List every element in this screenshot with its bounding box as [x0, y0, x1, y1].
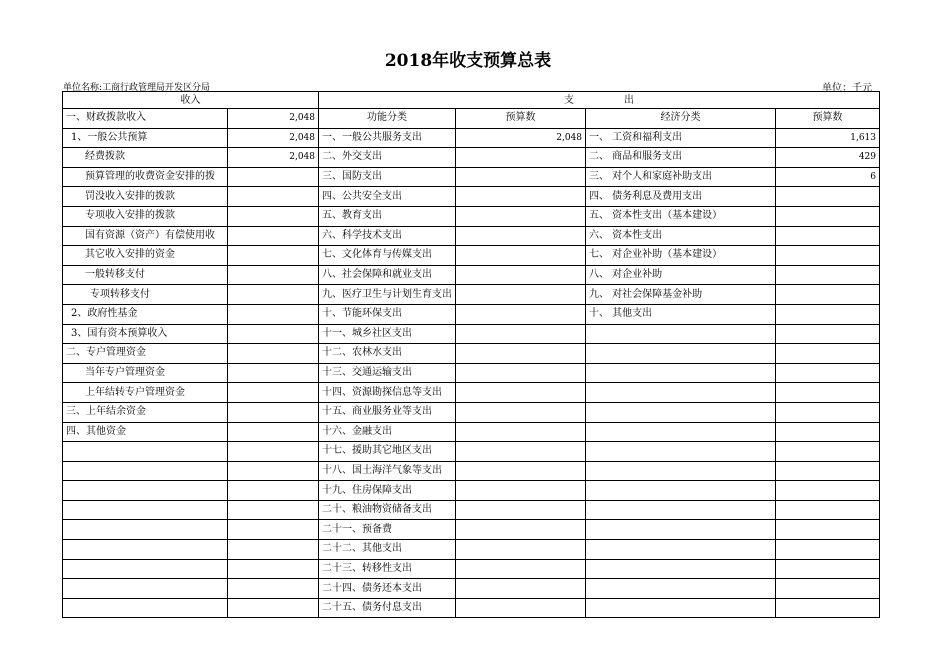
table-row: [63, 206, 880, 226]
table-row: [63, 344, 880, 364]
income-item: 国有资源（资产）有偿使用收: [63, 226, 228, 246]
table-row: [63, 598, 880, 618]
income-amount: [228, 461, 319, 481]
econ-amount: [776, 442, 880, 462]
income-item: 一、财政拨款收入: [63, 109, 228, 129]
income-item: 3、国有资本预算收入: [63, 324, 228, 344]
econ-amount: [776, 304, 880, 324]
function-item: 十、节能环保支出: [319, 304, 456, 324]
table-row: [63, 540, 880, 560]
econ-amount: [776, 206, 880, 226]
income-amount: [228, 187, 319, 207]
econ-amount: [776, 226, 880, 246]
econ-item: [586, 520, 776, 540]
income-amount: [228, 226, 319, 246]
income-amount: [228, 559, 319, 579]
function-item: 二十五、债务付息支出: [319, 598, 456, 618]
function-amount: [456, 540, 586, 560]
function-item: 一、一般公共服务支出: [319, 128, 456, 148]
income-amount: [228, 265, 319, 285]
econ-item: [586, 344, 776, 364]
econ-amount: [776, 187, 880, 207]
econ-item: 七、 对企业补助（基本建设）: [586, 246, 776, 266]
income-item: 专项转移支付: [63, 285, 228, 305]
function-amount: [456, 481, 586, 501]
unit-label: 单位：千元: [822, 83, 872, 94]
budget-table: [62, 91, 880, 618]
income-amount: [228, 206, 319, 226]
econ-item: 三、 对个人和家庭补助支出: [586, 167, 776, 187]
function-item: 九、医疗卫生与计划生育支出: [319, 285, 456, 305]
income-amount: 2,048: [228, 148, 319, 168]
income-amount: [228, 481, 319, 501]
income-item: [63, 598, 228, 618]
income-amount: [228, 598, 319, 618]
table-row: [63, 246, 880, 266]
income-item: [63, 559, 228, 579]
income-item: [63, 481, 228, 501]
table-row: [63, 128, 880, 148]
function-item: 二十三、转移性支出: [319, 559, 456, 579]
header-row-1: [63, 92, 880, 109]
function-item: 十七、援助其它地区支出: [319, 442, 456, 462]
econ-amount: [776, 402, 880, 422]
econ-item: 十、 其他支出: [586, 304, 776, 324]
econ-item: [586, 540, 776, 560]
income-amount: [228, 246, 319, 266]
econ-item: 六、 资本性支出: [586, 226, 776, 246]
income-amount: [228, 167, 319, 187]
table-row: [63, 422, 880, 442]
econ-amount: [776, 598, 880, 618]
function-amount: [456, 187, 586, 207]
econ-item: [586, 559, 776, 579]
income-amount: [228, 304, 319, 324]
income-item: [63, 442, 228, 462]
econ-item: 五、 资本性支出（基本建设）: [586, 206, 776, 226]
econ-amount: [776, 285, 880, 305]
table-row: [63, 304, 880, 324]
income-amount: [228, 285, 319, 305]
econ-item: [586, 422, 776, 442]
table-row: [63, 226, 880, 246]
function-item: 十二、农林水支出: [319, 344, 456, 364]
function-item: 十九、住房保障支出: [319, 481, 456, 501]
econ-amount: [776, 500, 880, 520]
income-item: 其它收入安排的资金: [63, 246, 228, 266]
table-row: [63, 579, 880, 599]
income-amount: 2,048: [228, 109, 319, 129]
budget-header: 预算数: [456, 109, 586, 129]
table-row: [63, 402, 880, 422]
function-amount: [456, 226, 586, 246]
income-item: 罚没收入安排的拨款: [63, 187, 228, 207]
econ-class-header: 经济分类: [586, 109, 776, 129]
function-amount: [456, 422, 586, 442]
table-row: [63, 500, 880, 520]
function-amount: [456, 206, 586, 226]
expense-header: 支 出: [319, 92, 880, 109]
income-item: [63, 461, 228, 481]
table-row: [63, 363, 880, 383]
function-item: 二十四、债务还本支出: [319, 579, 456, 599]
function-item: 十八、国土海洋气象等支出: [319, 461, 456, 481]
function-item: 六、科学技术支出: [319, 226, 456, 246]
econ-item: 一、 工资和福利支出: [586, 128, 776, 148]
econ-item: [586, 442, 776, 462]
table-row: [63, 265, 880, 285]
function-item: 二、外交支出: [319, 148, 456, 168]
income-item: 预算管理的收费资金安排的拨: [63, 167, 228, 187]
econ-amount: [776, 520, 880, 540]
income-item: [63, 520, 228, 540]
econ-amount: [776, 344, 880, 364]
income-item: 专项收入安排的拨款: [63, 206, 228, 226]
function-amount: [456, 246, 586, 266]
function-item: 四、公共安全支出: [319, 187, 456, 207]
function-amount: [456, 285, 586, 305]
income-amount: 2,048: [228, 128, 319, 148]
income-amount: [228, 520, 319, 540]
function-item: 十一、城乡社区支出: [319, 324, 456, 344]
table-row: [63, 383, 880, 403]
function-amount: [456, 383, 586, 403]
function-amount: [456, 265, 586, 285]
table-row: [63, 559, 880, 579]
function-amount: [456, 148, 586, 168]
income-amount: [228, 579, 319, 599]
econ-amount: 1,613: [776, 128, 880, 148]
income-item: 上年结转专户管理资金: [63, 383, 228, 403]
econ-item: [586, 598, 776, 618]
econ-amount: [776, 363, 880, 383]
econ-amount: [776, 540, 880, 560]
income-amount: [228, 324, 319, 344]
income-item: 三、上年结余资金: [63, 402, 228, 422]
income-item: [63, 540, 228, 560]
function-amount: [456, 304, 586, 324]
econ-item: [586, 500, 776, 520]
income-amount: [228, 442, 319, 462]
econ-item: 二、 商品和服务支出: [586, 148, 776, 168]
econ-amount: 6: [776, 167, 880, 187]
function-amount: [456, 344, 586, 364]
econ-item: [586, 579, 776, 599]
econ-item: 四、 债务利息及费用支出: [586, 187, 776, 207]
function-item: 五、教育支出: [319, 206, 456, 226]
income-item: [63, 500, 228, 520]
econ-amount: [776, 265, 880, 285]
function-amount: [456, 402, 586, 422]
income-item: 1、一般公共预算: [63, 128, 228, 148]
function-amount: [456, 167, 586, 187]
table-row: [63, 324, 880, 344]
budget-header-2: 预算数: [776, 109, 880, 129]
function-amount: [456, 579, 586, 599]
econ-amount: [776, 324, 880, 344]
econ-item: [586, 363, 776, 383]
function-item: 二十一、预备费: [319, 520, 456, 540]
table-row: [63, 442, 880, 462]
function-class-header: 功能分类: [319, 109, 456, 129]
function-amount: [456, 442, 586, 462]
income-item: 当年专户管理资金: [63, 363, 228, 383]
table-row: [63, 461, 880, 481]
function-item: 二十二、其他支出: [319, 540, 456, 560]
function-item: 十五、商业服务业等支出: [319, 402, 456, 422]
function-amount: [456, 598, 586, 618]
function-amount: 2,048: [456, 128, 586, 148]
income-amount: [228, 422, 319, 442]
function-amount: [456, 520, 586, 540]
econ-item: [586, 481, 776, 501]
income-item: 二、专户管理资金: [63, 344, 228, 364]
table-row: [63, 187, 880, 207]
econ-amount: [776, 246, 880, 266]
function-item: 十三、交通运输支出: [319, 363, 456, 383]
econ-amount: 429: [776, 148, 880, 168]
econ-amount: [776, 383, 880, 403]
table-row: [63, 481, 880, 501]
income-item: 四、其他资金: [63, 422, 228, 442]
header-row-2: [63, 109, 880, 129]
econ-amount: [776, 461, 880, 481]
unit-name-label: 单位名称:工商行政管理局开发区分局: [63, 83, 211, 93]
function-amount: [456, 559, 586, 579]
income-amount: [228, 540, 319, 560]
econ-item: [586, 461, 776, 481]
table-row: [63, 285, 880, 305]
econ-amount: [776, 422, 880, 442]
econ-amount: [776, 579, 880, 599]
econ-item: [586, 402, 776, 422]
econ-item: 九、 对社会保障基金补助: [586, 285, 776, 305]
function-amount: [456, 461, 586, 481]
table-row: [63, 167, 880, 187]
econ-item: 八、 对企业补助: [586, 265, 776, 285]
econ-item: [586, 383, 776, 403]
econ-item: [586, 324, 776, 344]
econ-amount: [776, 559, 880, 579]
income-header: 收入: [63, 92, 319, 109]
function-item: 七、文化体育与传媒支出: [319, 246, 456, 266]
income-amount: [228, 383, 319, 403]
function-item: 十四、资源勘探信息等支出: [319, 383, 456, 403]
econ-amount: [776, 481, 880, 501]
income-item: 2、政府性基金: [63, 304, 228, 324]
income-item: 经费拨款: [63, 148, 228, 168]
income-amount: [228, 500, 319, 520]
function-item: 三、国防支出: [319, 167, 456, 187]
function-amount: [456, 363, 586, 383]
income-item: 一般转移支付: [63, 265, 228, 285]
function-item: 二十、粮油物资储备支出: [319, 500, 456, 520]
function-amount: [456, 500, 586, 520]
income-amount: [228, 402, 319, 422]
income-amount: [228, 363, 319, 383]
function-item: 八、社会保障和就业支出: [319, 265, 456, 285]
function-item: 十六、金融支出: [319, 422, 456, 442]
table-row: [63, 148, 880, 168]
page-title: 2018年收支预算总表: [384, 51, 552, 71]
function-amount: [456, 324, 586, 344]
table-row: [63, 520, 880, 540]
income-amount: [228, 344, 319, 364]
income-item: [63, 579, 228, 599]
